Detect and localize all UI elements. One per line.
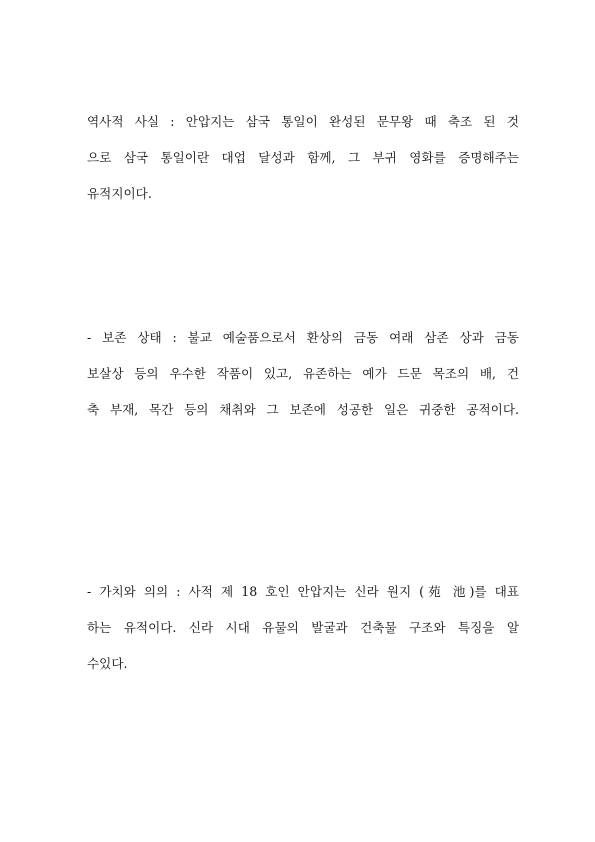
text-line: 보살상 등의 우수한 작품이 있고, 유존하는 예가 드문 목조의 배, 건 bbox=[87, 366, 519, 381]
paragraph-value-significance bbox=[87, 574, 519, 682]
text-line: 축 부재, 목간 등의 채취와 그 보존에 성공한 일은 귀중한 공적이다. bbox=[87, 402, 519, 417]
text-line: 수있다. bbox=[87, 656, 128, 671]
text-line: 역사적 사실 : 안압지는 삼국 통일이 완성된 문무왕 때 축조 된 것 bbox=[87, 114, 519, 129]
paragraph-preservation-state bbox=[87, 320, 519, 428]
text-line: - 보존 상태 : 불교 예술품으로서 환상의 금동 여래 삼존 상과 금동 bbox=[87, 330, 519, 345]
paragraph-historical-fact bbox=[87, 104, 519, 212]
text-line: 유적지이다. bbox=[87, 186, 152, 201]
text-line: 하는 유적이다. 신라 시대 유물의 발굴과 건축물 구조와 특징을 알 bbox=[87, 620, 519, 635]
text-line: - 가치와 의의 : 사적 제 18 호인 안압지는 신라 원지 (苑 池)를 대표 bbox=[87, 584, 519, 599]
text-line: 으로 삼국 통일이란 대업 달성과 함께, 그 부귀 영화를 증명해주는 bbox=[87, 150, 519, 165]
